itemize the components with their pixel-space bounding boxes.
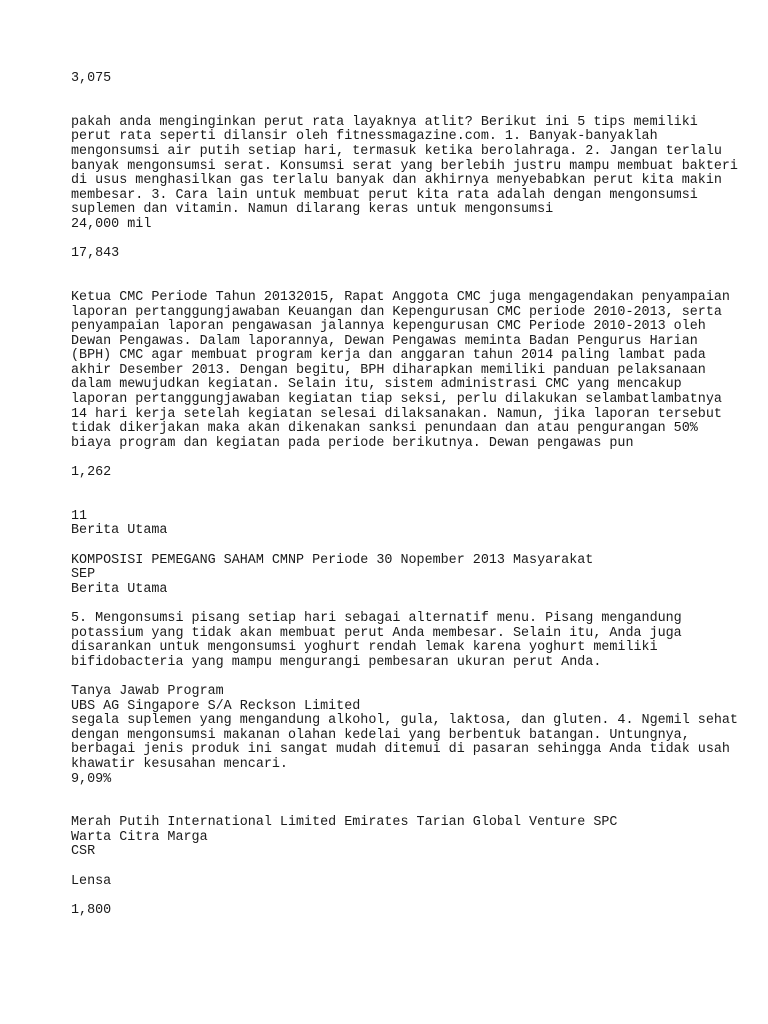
text-line: disarankan untuk mengonsumsi yoghurt rendah lemak karena yoghurt memiliki bbox=[71, 640, 658, 656]
text-line: biaya program dan kegiatan pada periode berikutnya. Dewan pengawas pun bbox=[71, 435, 634, 451]
text-line: Tanya Jawab Program bbox=[71, 683, 224, 699]
spacer bbox=[71, 451, 731, 466]
text-line: Ketua CMC Periode Tahun 20132015, Rapat Anggota CMC juga mengagendakan penyampaian bbox=[71, 289, 730, 305]
text-line: khawatir kesusahan mencari. bbox=[71, 756, 288, 772]
paragraph bbox=[71, 291, 731, 452]
spacer bbox=[71, 860, 731, 875]
text-line: akhir Desember 2013. Dengan begitu, BPH diharapkan memiliki panduan pelaksanaan bbox=[71, 362, 706, 378]
text-line: banyak mengonsumsi serat. Konsumsi serat yang berlebih justru mampu membuat bakteri bbox=[71, 158, 738, 174]
paragraph bbox=[71, 510, 731, 539]
spacer bbox=[71, 481, 731, 510]
text-line: mengonsumsi air putih setiap hari, termasuk ketika berolahraga. 2. Jangan terlalu bbox=[71, 143, 722, 159]
spacer bbox=[71, 87, 731, 116]
text-line: Berita Utama bbox=[71, 581, 168, 597]
paragraph bbox=[71, 816, 731, 860]
text-value: 1,262 bbox=[71, 465, 112, 481]
spacer bbox=[71, 262, 731, 291]
text-line: laporan pertanggungjawaban kegiatan tiap seksi, perlu dilakukan selambatlambatnya bbox=[71, 392, 722, 408]
text-line: (BPH) CMC agar membuat program kerja dan anggaran tahun 2014 paling lambat pada bbox=[71, 348, 706, 364]
text-line: penyampaian laporan pengawasan jalannya kepengurusan CMC Periode 2010-2013 oleh bbox=[71, 319, 706, 335]
spacer bbox=[71, 787, 731, 816]
text-line: SEP bbox=[71, 567, 96, 583]
text-line: dengan mengonsumsi makanan olahan kedelai yang berbentuk batangan. Untungnya, bbox=[71, 727, 690, 743]
text-line: segala suplemen yang mengandung alkohol, gula, laktosa, dan gluten. 4. Ngemil sehat bbox=[71, 713, 738, 729]
text-line: Warta Citra Marga bbox=[71, 829, 208, 845]
text-line: KOMPOSISI PEMEGANG SAHAM CMNP Periode 30 Nopember 2013 Masyarakat bbox=[71, 552, 594, 568]
spacer bbox=[71, 597, 731, 612]
text-line: Dewan Pengawas. Dalam laporannya, Dewan Pengawas meminta Badan Pengurus Harian bbox=[71, 333, 698, 349]
text-line: potassium yang tidak akan membuat perut Anda membesar. Selain itu, Anda juga bbox=[71, 625, 682, 641]
spacer bbox=[71, 233, 731, 248]
text-line: laporan pertanggungjawaban Keuangan dan Kepengurusan CMC periode 2010-2013, serta bbox=[71, 304, 722, 320]
text-line: 11 bbox=[71, 508, 88, 524]
text-value: Lensa bbox=[71, 873, 112, 889]
text-line: perut rata seperti dilansir oleh fitnessmagazine.com. 1. Banyak-banyaklah bbox=[71, 129, 658, 145]
text-line: CSR bbox=[71, 844, 96, 860]
text-line: berbagai jenis produk ini sangat mudah ditemui di pasaran sehingga Anda tidak usah bbox=[71, 742, 730, 758]
text-line: di usus menghasilkan gas terlalu banyak dan akhirnya menyebabkan perut kita makin bbox=[71, 173, 722, 189]
spacer bbox=[71, 889, 731, 904]
text-value: 1,800 bbox=[71, 902, 112, 918]
text-line: bifidobacteria yang mampu mengurangi pembesaran ukuran perut Anda. bbox=[71, 654, 602, 670]
spacer bbox=[71, 670, 731, 685]
text-value: 17,843 bbox=[71, 246, 120, 262]
text-line: 14 hari kerja setelah kegiatan selesai dilaksanakan. Namun, jika laporan tersebut bbox=[71, 406, 722, 422]
text-line: UBS AG Singapore S/A Reckson Limited bbox=[71, 698, 361, 714]
text-line: pakah anda menginginkan perut rata layaknya atlit? Berikut ini 5 tips memiliki bbox=[71, 114, 698, 130]
text-line: Merah Putih International Limited Emirates Tarian Global Venture SPC bbox=[71, 815, 618, 831]
text-line: tidak dikerjakan maka akan dikenakan sanksi penundaan dan atau pengurangan 50% bbox=[71, 421, 698, 437]
text-line: suplemen dan vitamin. Namun dilarang keras untuk mengonsumsi bbox=[71, 202, 554, 218]
text-value: 3,075 bbox=[71, 71, 112, 86]
text-line: 5. Mengonsumsi pisang setiap hari sebagai alternatif menu. Pisang mengandung bbox=[71, 610, 682, 626]
text-line: dalam mewujudkan kegiatan. Selain itu, sistem administrasi CMC yang mencakup bbox=[71, 377, 682, 393]
text-line: 24,000 mil bbox=[71, 216, 152, 232]
text-line: 9,09% bbox=[71, 771, 112, 787]
spacer bbox=[71, 539, 731, 554]
text-line: membesar. 3. Cara lain untuk membuat perut kita rata adalah dengan mengonsumsi bbox=[71, 187, 698, 203]
document-page bbox=[71, 71, 738, 918]
text-line: Berita Utama bbox=[71, 523, 168, 539]
paragraph bbox=[71, 683, 738, 787]
paragraph bbox=[71, 554, 731, 598]
paragraph bbox=[71, 114, 738, 233]
paragraph bbox=[71, 612, 731, 670]
